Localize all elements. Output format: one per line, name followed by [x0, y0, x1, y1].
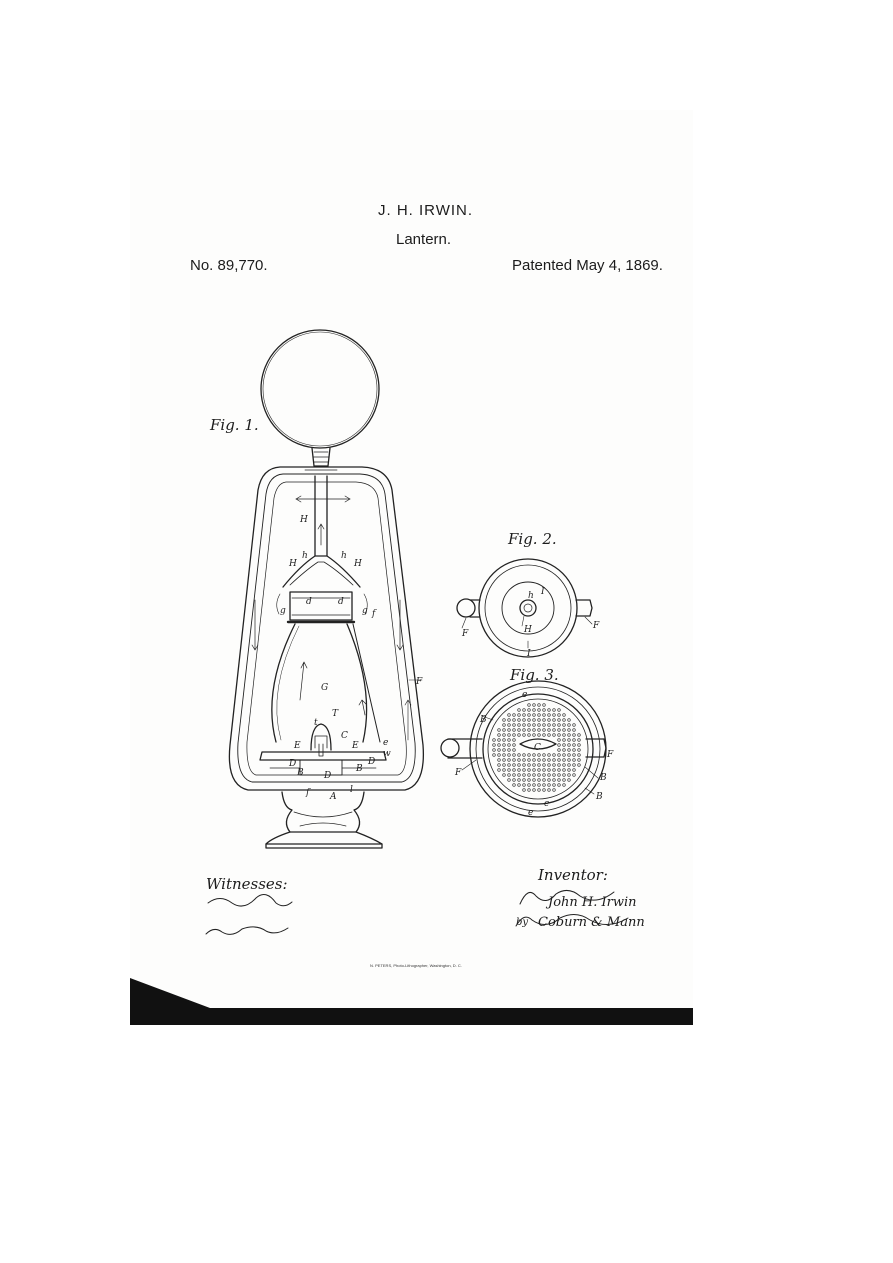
- perforation-hole: [558, 724, 561, 727]
- perforation-hole: [508, 759, 511, 762]
- perforation-hole: [573, 749, 576, 752]
- perforation-hole: [578, 759, 581, 762]
- patent-subject: Lantern.: [396, 231, 452, 248]
- perforation-hole: [498, 749, 501, 752]
- perforation-hole: [513, 754, 516, 757]
- perforation-hole: [548, 724, 551, 727]
- perforation-hole: [498, 759, 501, 762]
- perforation-hole: [503, 719, 506, 722]
- perforation-hole: [518, 769, 521, 772]
- perforation-hole: [528, 764, 531, 767]
- perforation-hole: [538, 774, 541, 777]
- attorney-prefix: by: [516, 917, 529, 928]
- ref-w: w: [383, 749, 391, 759]
- perforation-hole: [523, 734, 526, 737]
- perforation-hole: [533, 759, 536, 762]
- ref-F-fig2-left: F: [462, 629, 469, 639]
- perforation-hole: [523, 784, 526, 787]
- perforation-hole: [523, 729, 526, 732]
- perforation-hole: [528, 789, 531, 792]
- perforation-hole: [533, 784, 536, 787]
- perforation-hole: [543, 734, 546, 737]
- witness-signature-2: [206, 927, 288, 934]
- perforation-hole: [523, 754, 526, 757]
- perforation-hole: [558, 754, 561, 757]
- inventor-label: Inventor:: [538, 866, 608, 884]
- perforation-hole: [543, 779, 546, 782]
- perforation-hole: [553, 714, 556, 717]
- perforation-hole: [538, 729, 541, 732]
- perforation-hole: [553, 709, 556, 712]
- perforation-hole: [558, 729, 561, 732]
- perforation-hole: [503, 744, 506, 747]
- perforation-hole: [578, 764, 581, 767]
- perforation-hole: [553, 774, 556, 777]
- perforation-hole: [528, 759, 531, 762]
- perforation-hole: [523, 719, 526, 722]
- perforation-hole: [508, 769, 511, 772]
- perforation-hole: [523, 774, 526, 777]
- perforation-hole: [538, 719, 541, 722]
- ref-t: t: [314, 718, 318, 728]
- ref-F-fig2-right: F: [593, 621, 600, 631]
- perforation-hole: [523, 759, 526, 762]
- perforation-hole: [518, 724, 521, 727]
- perforation-hole: [518, 779, 521, 782]
- perforation-hole: [553, 779, 556, 782]
- ref-G: G: [321, 683, 329, 693]
- perforation-hole: [563, 774, 566, 777]
- perforation-hole: [528, 714, 531, 717]
- perforation-hole: [558, 744, 561, 747]
- perforation-hole: [543, 724, 546, 727]
- perforation-hole: [533, 779, 536, 782]
- perforation-hole: [503, 739, 506, 742]
- ref-H-tube: H: [300, 515, 308, 525]
- perforation-hole: [498, 739, 501, 742]
- ref-I-fig2-top: I: [541, 587, 545, 597]
- perforation-hole: [538, 779, 541, 782]
- perforation-hole: [503, 759, 506, 762]
- perforation-hole: [533, 764, 536, 767]
- perforation-hole: [528, 774, 531, 777]
- perforation-hole: [558, 764, 561, 767]
- fig3-perforated-plate-drawing: [441, 681, 606, 817]
- perforation-hole: [518, 734, 521, 737]
- perforation-hole: [568, 724, 571, 727]
- perforation-hole: [558, 779, 561, 782]
- witness-signature-1: [208, 894, 292, 906]
- perforation-hole: [503, 764, 506, 767]
- perforation-hole: [533, 789, 536, 792]
- perforation-hole: [498, 734, 501, 737]
- perforation-hole: [543, 774, 546, 777]
- perforation-hole: [568, 754, 571, 757]
- perforation-hole: [548, 789, 551, 792]
- perforation-hole: [553, 769, 556, 772]
- perforation-hole: [538, 704, 541, 707]
- perforation-hole: [493, 739, 496, 742]
- perforation-hole: [513, 764, 516, 767]
- scan-edge-wedge: [130, 978, 210, 1008]
- perforation-hole: [548, 734, 551, 737]
- perforation-hole: [563, 719, 566, 722]
- perforation-hole: [558, 749, 561, 752]
- ref-D-left: D: [289, 759, 297, 769]
- perforation-hole: [563, 734, 566, 737]
- perforation-hole: [578, 749, 581, 752]
- ref-B-left: B: [297, 768, 304, 778]
- perforation-hole: [528, 704, 531, 707]
- perforation-hole: [578, 744, 581, 747]
- perforation-hole: [558, 719, 561, 722]
- perforation-hole: [548, 759, 551, 762]
- perforation-hole: [543, 784, 546, 787]
- perforation-hole: [533, 729, 536, 732]
- perforation-hole: [533, 724, 536, 727]
- perforation-hole: [508, 774, 511, 777]
- perforation-hole: [538, 769, 541, 772]
- ref-f-right: f: [372, 609, 376, 619]
- perforation-hole: [533, 704, 536, 707]
- perforation-hole: [528, 754, 531, 757]
- perforation-hole: [568, 779, 571, 782]
- perforation-hole: [573, 739, 576, 742]
- perforation-hole: [528, 734, 531, 737]
- perforation-hole: [553, 759, 556, 762]
- perforation-hole: [568, 759, 571, 762]
- ref-B-fig3-lower: B: [596, 792, 603, 802]
- ref-I-fig2-bottom: I: [527, 649, 531, 659]
- perforation-hole: [508, 779, 511, 782]
- perforation-hole: [538, 764, 541, 767]
- perforation-hole: [498, 744, 501, 747]
- perforation-hole: [563, 784, 566, 787]
- perforation-hole: [518, 714, 521, 717]
- perforation-hole: [548, 729, 551, 732]
- perforation-hole: [513, 759, 516, 762]
- perforation-hole: [528, 709, 531, 712]
- perforation-hole: [543, 759, 546, 762]
- perforation-hole: [553, 724, 556, 727]
- perforation-hole: [498, 769, 501, 772]
- perforation-hole: [543, 754, 546, 757]
- perforation-hole: [538, 714, 541, 717]
- perforation-hole: [518, 774, 521, 777]
- perforation-hole: [523, 779, 526, 782]
- perforation-hole: [568, 749, 571, 752]
- perforation-hole: [533, 709, 536, 712]
- perforation-hole: [558, 769, 561, 772]
- perforation-hole: [533, 754, 536, 757]
- ref-D-center: D: [324, 771, 332, 781]
- perforation-hole: [518, 709, 521, 712]
- perforation-hole: [523, 724, 526, 727]
- perforation-hole: [553, 719, 556, 722]
- perforation-hole: [528, 719, 531, 722]
- ref-g-left: g: [280, 606, 286, 616]
- perforation-hole: [573, 754, 576, 757]
- perforation-hole: [573, 724, 576, 727]
- perforation-hole: [573, 734, 576, 737]
- perforation-hole: [568, 769, 571, 772]
- ref-h-fig2: h: [528, 591, 534, 601]
- perforation-hole: [498, 729, 501, 732]
- perforation-hole: [573, 729, 576, 732]
- ref-H-left: H: [289, 559, 297, 569]
- ref-g-right: g: [362, 606, 368, 616]
- perforation-hole: [543, 714, 546, 717]
- ref-E-right: E: [352, 741, 359, 751]
- perforation-hole: [563, 724, 566, 727]
- perforation-hole: [533, 774, 536, 777]
- perforation-hole: [513, 724, 516, 727]
- perforation-hole: [513, 769, 516, 772]
- perforation-hole: [533, 714, 536, 717]
- perforation-hole: [538, 784, 541, 787]
- perforation-hole: [498, 764, 501, 767]
- perforation-hole: [498, 754, 501, 757]
- ref-F-fig1: F: [416, 677, 423, 687]
- ref-T: T: [332, 709, 339, 719]
- perforation-hole: [508, 749, 511, 752]
- attorney-signature: Coburn & Mann: [538, 915, 645, 930]
- ref-B-right: B: [356, 764, 363, 774]
- perforation-hole: [548, 719, 551, 722]
- perforation-hole: [528, 724, 531, 727]
- perforation-hole: [548, 754, 551, 757]
- perforation-hole: [533, 734, 536, 737]
- perforation-hole: [533, 719, 536, 722]
- perforation-hole: [543, 764, 546, 767]
- perforation-hole: [553, 734, 556, 737]
- perforation-hole: [523, 789, 526, 792]
- ref-e-fig3-lower: e: [544, 799, 550, 809]
- perforation-hole: [563, 714, 566, 717]
- perforation-hole: [543, 789, 546, 792]
- perforation-hole: [558, 774, 561, 777]
- perforation-hole: [523, 714, 526, 717]
- perforation-hole: [568, 734, 571, 737]
- perforation-hole: [528, 769, 531, 772]
- perforation-hole: [558, 734, 561, 737]
- ref-e-fig3-bottom: e: [528, 808, 534, 818]
- perforation-hole: [558, 784, 561, 787]
- perforation-hole: [538, 754, 541, 757]
- perforation-hole: [518, 759, 521, 762]
- perforation-hole: [533, 769, 536, 772]
- fig1-label: Fig. 1.: [210, 416, 259, 434]
- perforation-hole: [528, 729, 531, 732]
- fig2-top-view-drawing: [457, 559, 592, 657]
- ref-f-base: f: [306, 788, 310, 798]
- patent-date: Patented May 4, 1869.: [512, 257, 663, 274]
- ref-l: l: [350, 785, 353, 795]
- perforation-hole: [513, 779, 516, 782]
- perforation-hole: [513, 714, 516, 717]
- ref-e: e: [383, 738, 389, 748]
- inventor-signature: John H. Irwin: [548, 895, 637, 910]
- perforation-hole: [518, 754, 521, 757]
- perforation-hole: [573, 744, 576, 747]
- perforation-hole: [513, 729, 516, 732]
- perforation-hole: [568, 729, 571, 732]
- perforation-hole: [508, 754, 511, 757]
- perforation-hole: [538, 789, 541, 792]
- perforation-hole: [518, 719, 521, 722]
- ref-h-right: h: [341, 551, 347, 561]
- perforation-hole: [563, 779, 566, 782]
- perforation-hole: [523, 764, 526, 767]
- perforation-hole: [558, 714, 561, 717]
- perforation-hole: [563, 729, 566, 732]
- perforation-hole: [573, 764, 576, 767]
- perforation-hole: [493, 749, 496, 752]
- perforation-hole: [578, 739, 581, 742]
- perforation-hole: [503, 754, 506, 757]
- perforation-hole: [548, 774, 551, 777]
- perforation-hole: [568, 744, 571, 747]
- ref-e-fig3-top: e: [522, 690, 528, 700]
- perforation-hole: [523, 769, 526, 772]
- perforation-hole: [503, 749, 506, 752]
- perforation-hole: [528, 784, 531, 787]
- perforation-hole: [568, 719, 571, 722]
- perforation-hole: [513, 744, 516, 747]
- perforation-hole: [543, 729, 546, 732]
- ref-D-right: D: [368, 757, 376, 767]
- perforation-hole: [553, 729, 556, 732]
- perforation-hole: [538, 734, 541, 737]
- ref-H-right: H: [354, 559, 362, 569]
- perforation-hole: [513, 734, 516, 737]
- perforation-hole: [523, 709, 526, 712]
- perforation-hole: [548, 769, 551, 772]
- ref-F-fig3-right: F: [607, 750, 614, 760]
- perforation-hole: [503, 724, 506, 727]
- perforation-hole: [558, 739, 561, 742]
- ref-H-fig2: H: [524, 625, 532, 635]
- perforation-hole: [508, 714, 511, 717]
- perforation-hole: [553, 789, 556, 792]
- perforation-hole: [503, 774, 506, 777]
- perforation-hole: [513, 739, 516, 742]
- perforation-hole: [508, 744, 511, 747]
- perforation-hole: [578, 754, 581, 757]
- perforation-hole: [543, 769, 546, 772]
- perforation-hole: [503, 734, 506, 737]
- perforation-hole: [548, 764, 551, 767]
- perforation-hole: [548, 779, 551, 782]
- perforation-hole: [508, 724, 511, 727]
- perforation-hole: [538, 709, 541, 712]
- perforation-hole: [538, 724, 541, 727]
- perforation-hole: [518, 784, 521, 787]
- ref-C-fig3: C: [534, 743, 541, 753]
- perforation-hole: [548, 709, 551, 712]
- printer-line: N. PETERS, Photo-Lithographer, Washington, D. C.: [370, 963, 462, 968]
- ref-d-left: d: [306, 597, 312, 607]
- perforation-hole: [543, 709, 546, 712]
- perforation-hole: [518, 729, 521, 732]
- perforation-hole: [508, 734, 511, 737]
- perforation-hole: [548, 784, 551, 787]
- perforation-hole: [503, 769, 506, 772]
- perforation-hole: [508, 739, 511, 742]
- perforation-hole: [573, 759, 576, 762]
- perforation-hole: [568, 739, 571, 742]
- fig3-label: Fig. 3.: [510, 666, 559, 684]
- ref-B-fig3-left: B: [480, 715, 487, 725]
- perforation-hole: [553, 764, 556, 767]
- ref-d-right: d: [338, 597, 344, 607]
- perforation-hole: [553, 784, 556, 787]
- perforation-hole: [518, 764, 521, 767]
- perforation-hole: [528, 779, 531, 782]
- ref-E-left: E: [294, 741, 301, 751]
- perforation-hole: [538, 759, 541, 762]
- perforation-hole: [563, 759, 566, 762]
- perforation-hole: [493, 754, 496, 757]
- perforation-hole: [558, 709, 561, 712]
- inventor-header: J. H. IRWIN.: [378, 202, 474, 219]
- perforation-hole: [573, 769, 576, 772]
- ref-B-fig3-right: B: [600, 773, 607, 783]
- perforation-hole: [558, 759, 561, 762]
- perforation-hole: [563, 764, 566, 767]
- perforation-hole: [513, 719, 516, 722]
- perforation-hole: [513, 749, 516, 752]
- perforation-hole: [563, 744, 566, 747]
- perforation-hole: [563, 739, 566, 742]
- perforation-hole: [563, 754, 566, 757]
- perforation-hole: [568, 774, 571, 777]
- perforation-hole: [508, 719, 511, 722]
- perforation-hole: [568, 764, 571, 767]
- ref-A: A: [330, 792, 337, 802]
- perforation-hole: [543, 719, 546, 722]
- perforation-hole: [513, 774, 516, 777]
- scan-edge-bar: [130, 1008, 693, 1025]
- patent-number: No. 89,770.: [190, 257, 268, 274]
- witnesses-label: Witnesses:: [206, 875, 288, 893]
- perforation-hole: [508, 764, 511, 767]
- perforation-hole: [563, 769, 566, 772]
- perforation-hole: [493, 744, 496, 747]
- perforation-hole: [513, 784, 516, 787]
- fig2-label: Fig. 2.: [508, 530, 557, 548]
- ref-h-left: h: [302, 551, 308, 561]
- perforation-hole: [553, 754, 556, 757]
- ref-F-fig3-left: F: [455, 768, 462, 778]
- perforation-hole: [503, 729, 506, 732]
- perforation-hole: [508, 729, 511, 732]
- perforation-hole: [548, 714, 551, 717]
- perforation-hole: [578, 734, 581, 737]
- perforation-hole: [543, 704, 546, 707]
- ref-C: C: [341, 731, 348, 741]
- perforation-hole: [563, 749, 566, 752]
- perforation-hole: [573, 774, 576, 777]
